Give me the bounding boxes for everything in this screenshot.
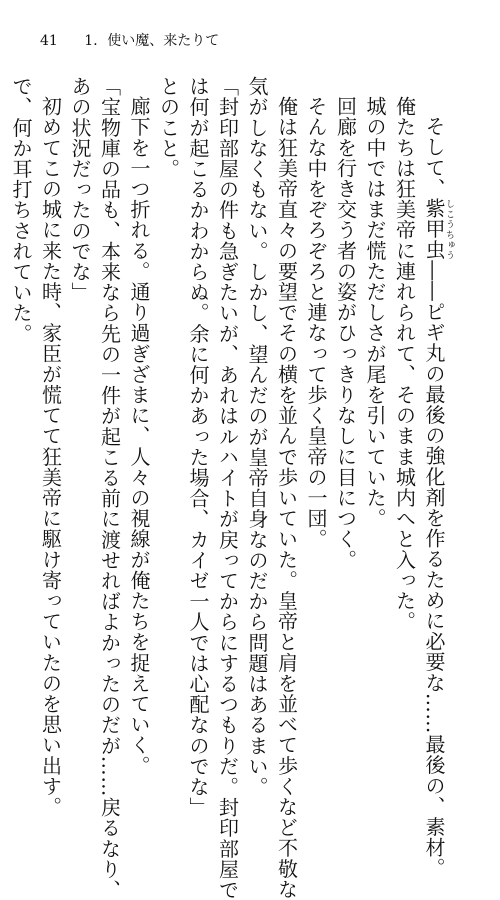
ruby-word: 紫甲虫しこうちゅう [422,198,454,261]
text-line: そんな中をぞろぞろと連なって歩く皇帝の一団。 [304,96,328,550]
text-line: は何が起こるかわからぬ。余に何かあった場合、カイゼ一人では心配なのでな」 [186,76,210,818]
text-line: とのこと。 [156,76,181,179]
text-line: 気がしなくもない。しかし、望んだのが皇帝自身なのだから問題はあるまい。 [245,76,269,797]
text-line: 初めてこの城に来た時、家臣が慌てて狂美帝に駆け寄っていたのを思い出す。 [38,96,63,817]
vertical-body-text [9,76,454,900]
running-header [40,30,219,50]
text-line: そして、紫甲虫しこうちゅう――ピギ丸の最後の強化剤を作るために必要な……最後の、素材。 [422,116,454,879]
text-line: あの状況だったのでな」 [68,76,92,303]
text-line: 「封印部屋の件も急ぎたいが、あれはルハイトが戻ってからにするつもりだ。封印部屋で [215,76,240,900]
text-line: 回廊を行き交う者の姿がひっきりなしに目につく。 [333,96,358,570]
text-line: 城の中ではまだ慌ただしさが尾を引いていた。 [363,96,387,529]
chapter-title: 1．使い魔、来たりて [84,33,220,49]
text-line: 「宝物庫の品も、本来なら先の一件が起こる前に渡せればよかったのだが……戻るなり、 [97,76,122,900]
text-line: 俺は狂美帝直々の要望でその横を並んで歩いていた。皇帝と肩を並べて歩くなど不敬な [274,96,299,900]
text-line: 廊下を一つ折れる。通り過ぎざまに、人々の視線が俺たちを捉えていく。 [127,96,151,776]
text-line: 俺たちは狂美帝に連れられて、そのまま城内へと入った。 [392,96,417,632]
text-line: で、何か耳打ちされていた。 [9,76,33,344]
page-number: 41 [40,33,58,49]
